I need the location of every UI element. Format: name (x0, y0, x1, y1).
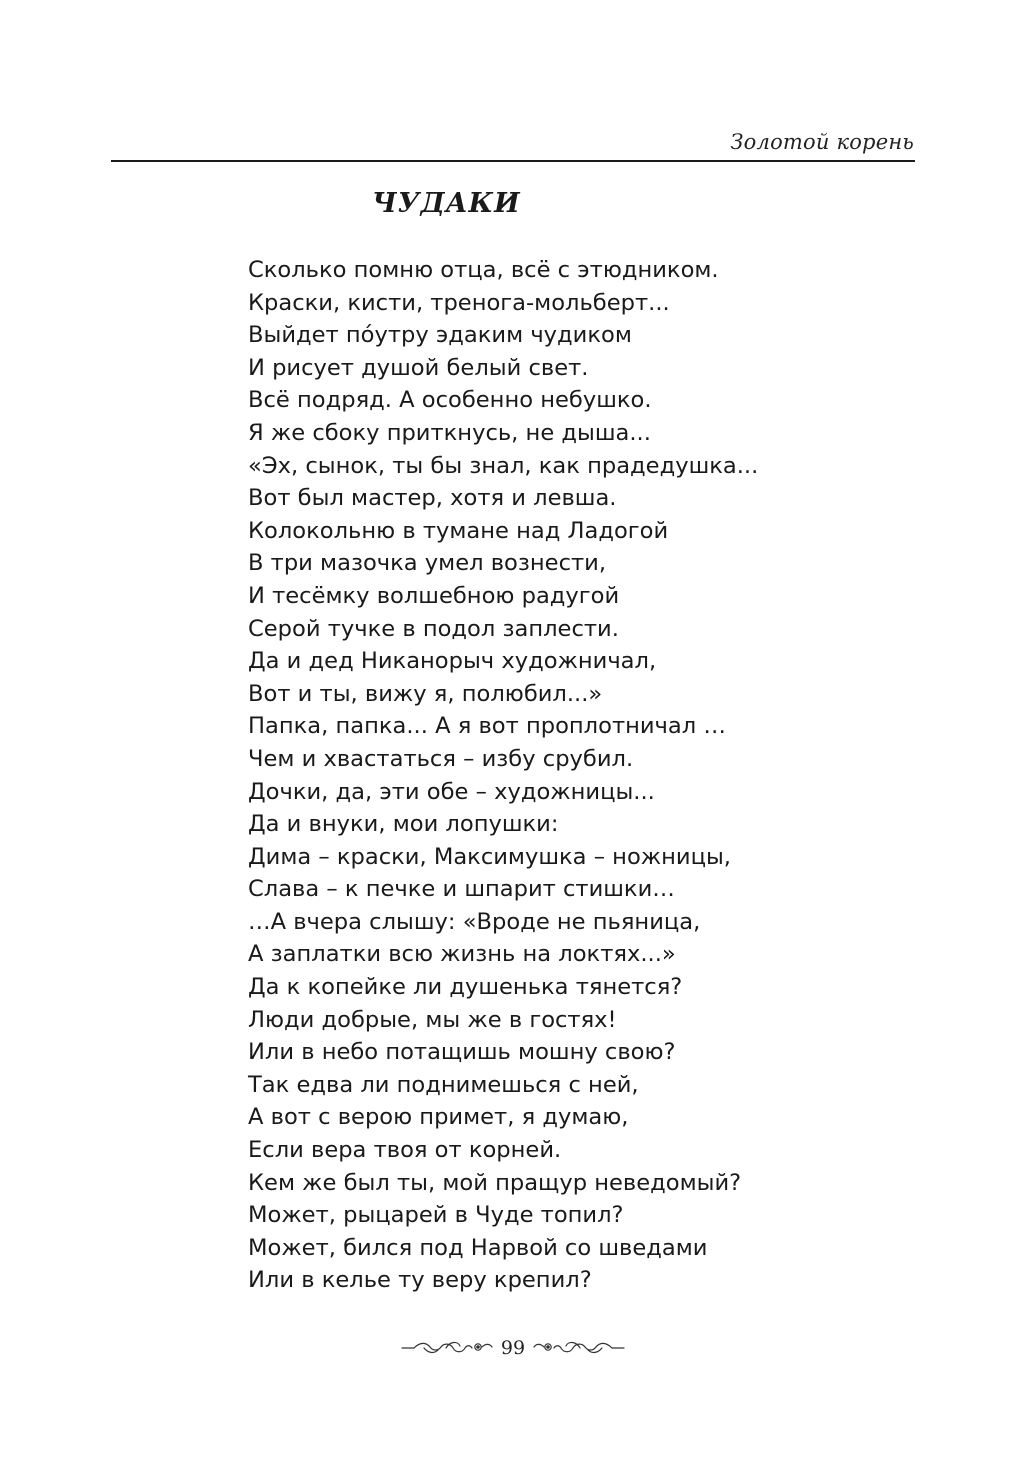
poem-line: Вот был мастер, хотя и левша. (248, 485, 617, 512)
poem-line: А заплатки всю жизнь на локтях...» (248, 941, 676, 968)
poem-line: Слава – к печке и шпарит стишки… (248, 876, 675, 903)
poem-line: Всё подряд. А особенно небушко. (248, 387, 652, 414)
poem-line: В три мазочка умел вознести, (248, 550, 607, 577)
poem-line: Колокольню в тумане над Ладогой (248, 517, 669, 544)
page-footer (400, 1336, 626, 1360)
poem-line: А вот с верою примет, я думаю, (248, 1104, 629, 1131)
poem-line: Или в келье ту веру крепил? (248, 1267, 592, 1294)
poem-line: Выйдет по́утру эдаким чудиком (248, 322, 632, 349)
poem-line: Краски, кисти, тренога-мольберт... (248, 289, 670, 316)
poem-line: Так едва ли поднимешься с ней, (248, 1071, 639, 1098)
poem-line: Я же сбоку приткнусь, не дыша... (248, 419, 651, 446)
poem-line: Кем же был ты, мой пращур неведомый? (248, 1169, 742, 1196)
poem-line: Серой тучке в подол заплести. (248, 615, 619, 642)
poem-line: Или в небо потащишь мошну свою? (248, 1039, 676, 1066)
poem-line: Да к копейке ли душенька тянется? (248, 974, 683, 1001)
poem-line: Дима – краски, Максимушка – ножницы, (248, 843, 731, 870)
poem-line: …А вчера слышу: «Вроде не пьяница, (248, 908, 701, 935)
running-head: Золотой корень (730, 130, 914, 154)
poem-line: Люди добрые, мы же в гостях! (248, 1006, 617, 1033)
header-rule (111, 160, 915, 162)
poem-line: И рисует душой белый свет. (248, 354, 589, 381)
poem-line: И тесёмку волшебною радугой (248, 582, 620, 609)
poem-line: Может, рыцарей в Чуде топил? (248, 1202, 624, 1229)
poem-line: Может, бился под Нарвой со шведами (248, 1234, 708, 1261)
page-number: 99 (500, 1337, 526, 1359)
poem-line: «Эх, сынок, ты бы знал, как прадедушка... (248, 452, 759, 479)
poem-line: Чем и хвастаться – избу срубил. (248, 745, 634, 772)
poem-line: Если вера твоя от корней. (248, 1137, 562, 1164)
poem-title: ЧУДАКИ (372, 188, 521, 219)
poem-line: Сколько помню отца, всё с этюдником. (248, 257, 719, 283)
poem-line: Папка, папка... А я вот проплотничал … (248, 713, 726, 740)
poem-line: Да и дед Никанорыч художничал, (248, 648, 657, 675)
poem-line: Вот и ты, вижу я, полюбил...» (248, 680, 603, 707)
poem-line: Дочки, да, эти обе – художницы... (248, 778, 655, 805)
poem-line: Да и внуки, мои лопушки: (248, 811, 559, 838)
poem-body (248, 254, 868, 1297)
